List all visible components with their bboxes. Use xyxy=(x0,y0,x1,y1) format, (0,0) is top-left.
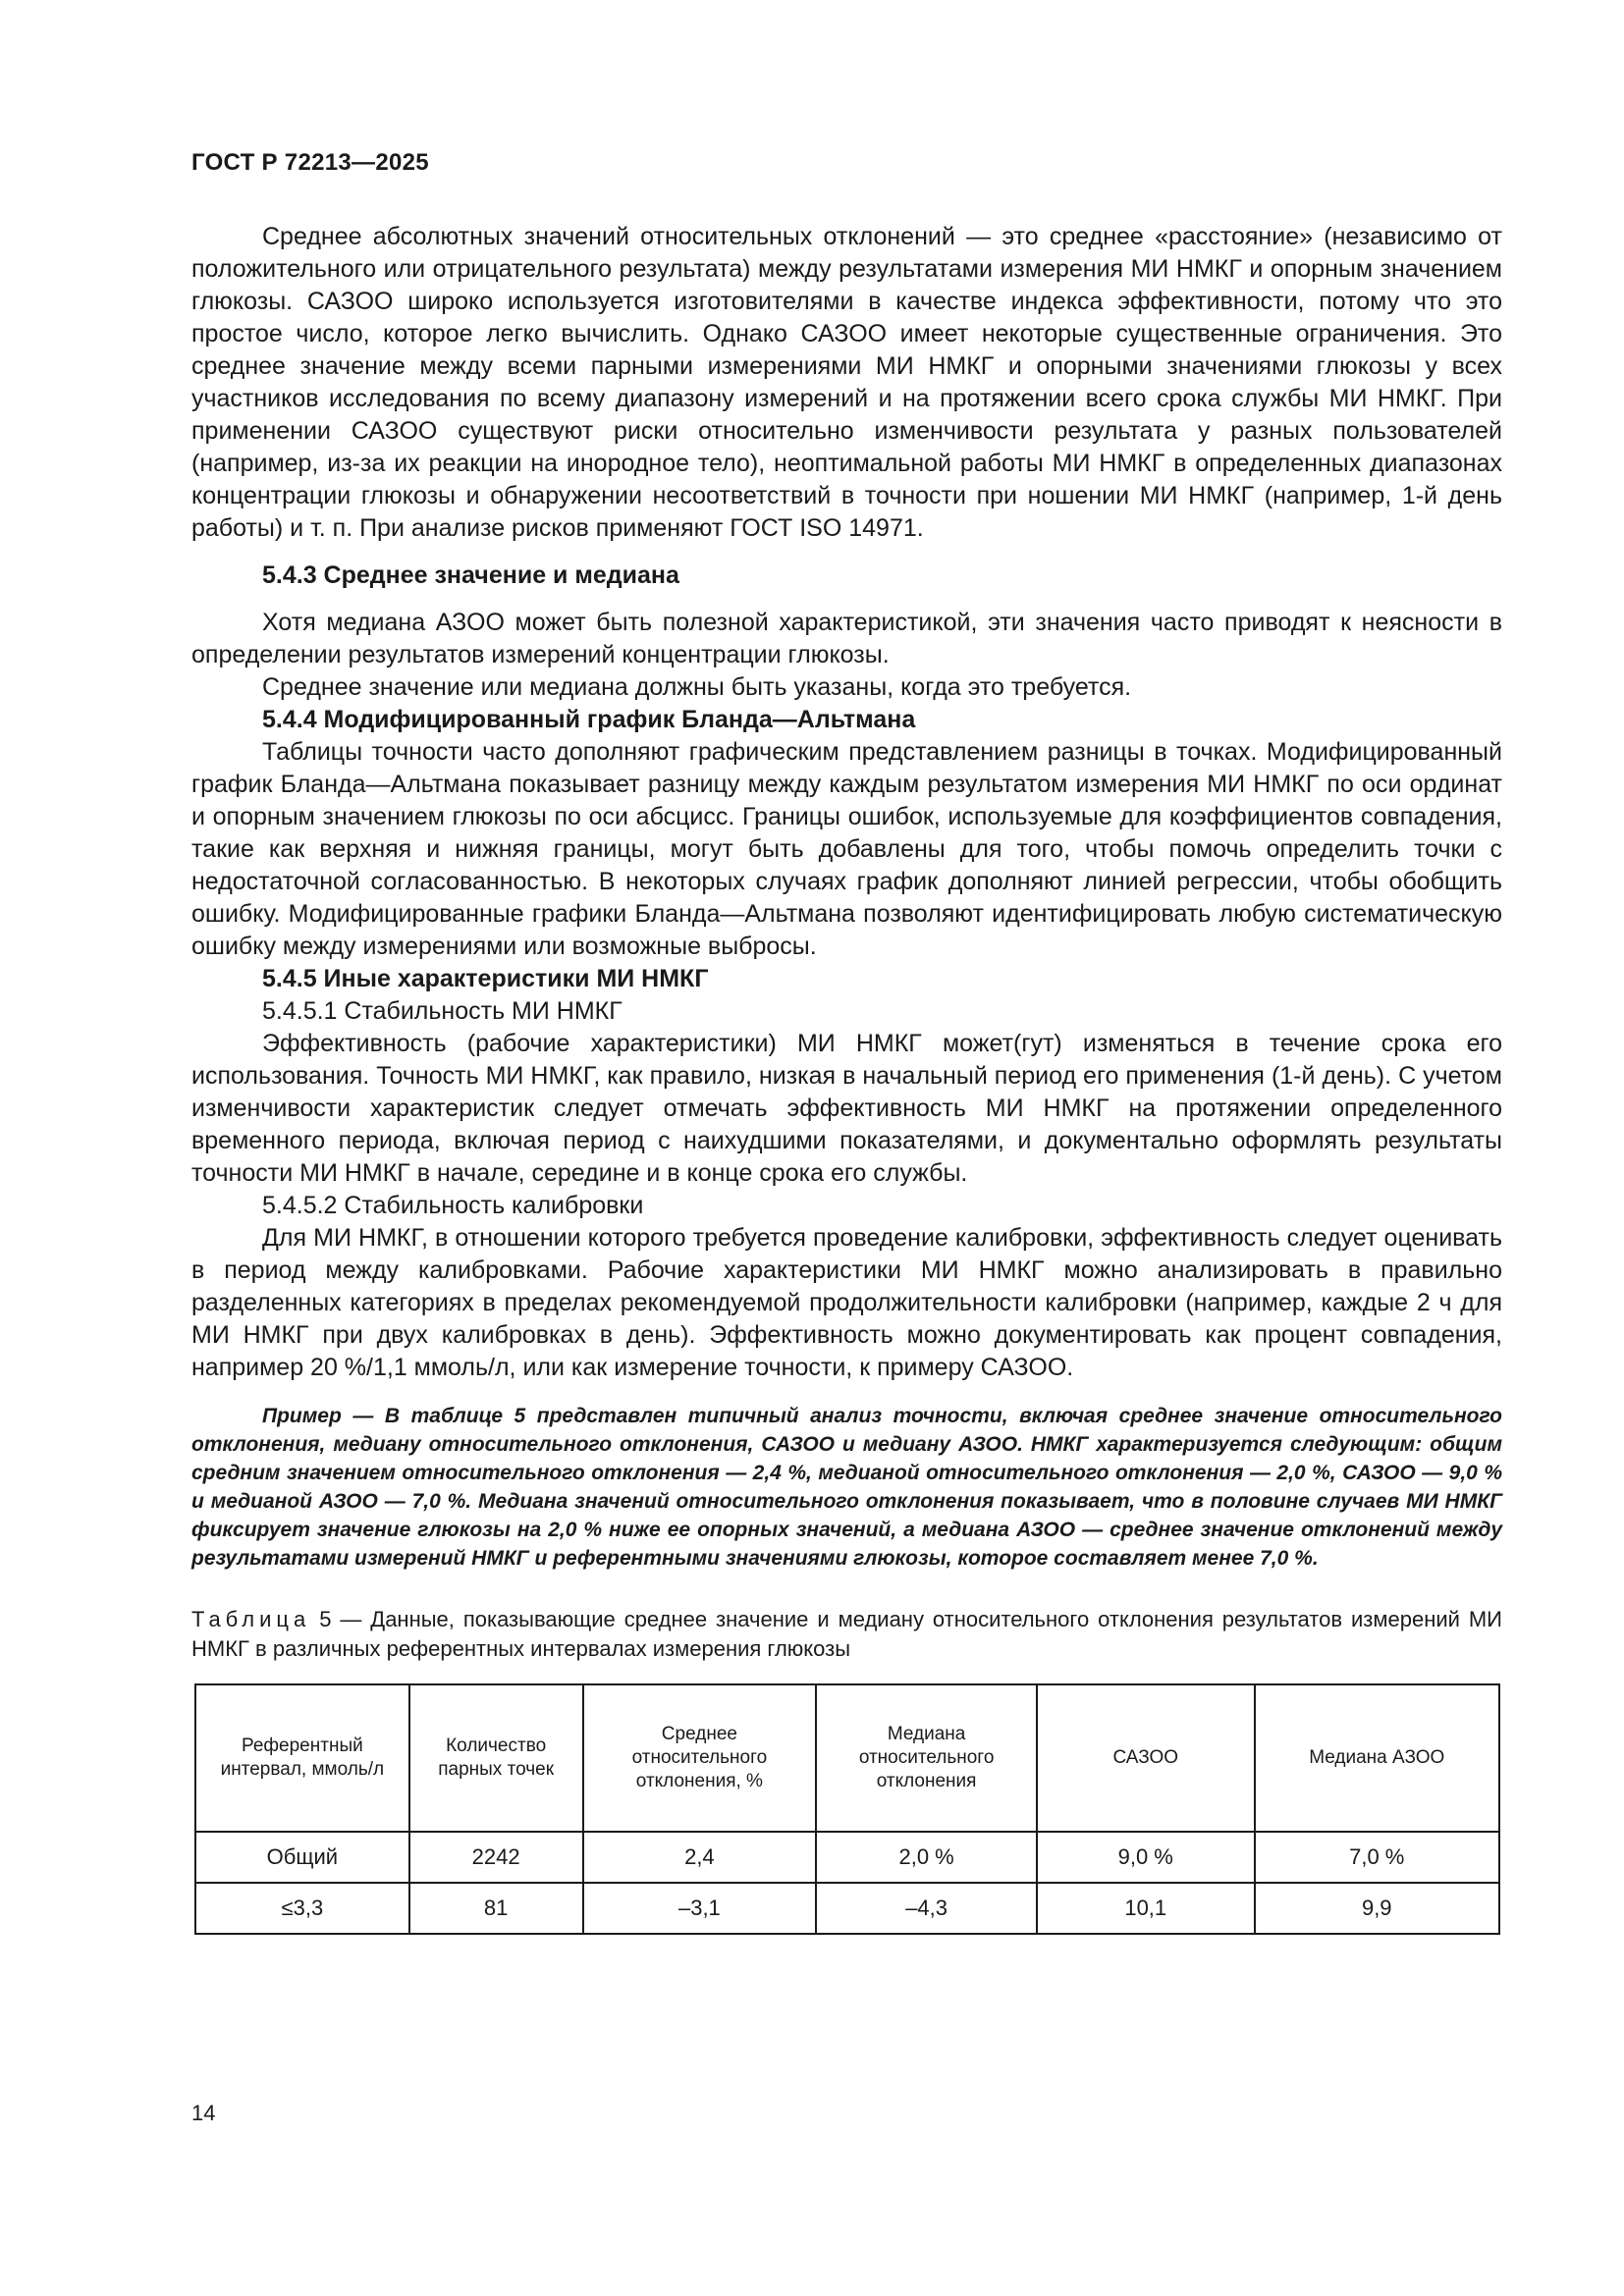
table-cell: 2,0 % xyxy=(816,1832,1037,1883)
subsection-heading-5-4-5-2: 5.4.5.2 Стабильность калибровки xyxy=(262,1192,644,1219)
table-header-cell: Среднее относительного отклонения, % xyxy=(583,1684,817,1832)
section-heading-5-4-5: 5.4.5 Иные характеристики МИ НМКГ xyxy=(262,965,709,992)
document-body xyxy=(191,221,1502,1935)
paragraph: Таблицы точности часто дополняют графическим представлением разницы в точках. Модифицированный график Бланда—Альтмана показывает разницу между каждым результатом измерения МИ НМКГ по оси ординат и опорным значением глюкозы по оси абсцисс. Границы ошибок, используемые для коэффициентов совпадения, такие как верхняя и нижняя границы, могут быть добавлены для того, чтобы помочь определить точки с недостаточной согласованностью. В некоторых случаях график дополняют линией регрессии, чтобы обобщить ошибку. Модифицированные графики Бланда—Альтмана позволяют идентифицировать любую систематическую ошибку между измерениями или возможные выбросы. xyxy=(191,738,1502,960)
table-cell: –4,3 xyxy=(816,1883,1037,1934)
table-header-cell: Медиана АЗОО xyxy=(1255,1684,1500,1832)
table-cell: Общий xyxy=(195,1832,409,1883)
table-cell: 9,9 xyxy=(1255,1883,1500,1934)
table-caption-text: 5 — Данные, показывающие среднее значение и медиану относительного отклонения результатов измерений МИ НМКГ в различных референтных интервалах измерения глюкозы xyxy=(191,1607,1502,1661)
table-cell: 2242 xyxy=(409,1832,583,1883)
paragraph: Среднее значение или медиана должны быть указаны, когда это требуется. xyxy=(262,673,1132,701)
section-heading-5-4-4: 5.4.4 Модифицированный график Бланда—Альтмана xyxy=(262,706,916,733)
data-table xyxy=(194,1683,1500,1935)
table-cell: 10,1 xyxy=(1037,1883,1255,1934)
table-cell: 7,0 % xyxy=(1255,1832,1500,1883)
document-header: ГОСТ Р 72213—2025 xyxy=(191,149,429,176)
table-caption-label: Таблица xyxy=(191,1607,311,1631)
table-cell: 81 xyxy=(409,1883,583,1934)
table-header-cell: Медиана относительного отклонения xyxy=(816,1684,1037,1832)
table-header-cell: САЗОО xyxy=(1037,1684,1255,1832)
section-heading-5-4-3: 5.4.3 Среднее значение и медиана xyxy=(262,561,679,589)
table-row xyxy=(195,1883,1499,1934)
table-header-cell: Референтный интервал, ммоль/л xyxy=(195,1684,409,1832)
example-note: Пример — В таблице 5 представлен типичный анализ точности, включая среднее значение относительного отклонения, медиану относительного отклонения, САЗОО и медиану АЗОО. НМКГ характеризуется следующим: общим средним значением относительного отклонения — 2,4 %, медианой относительного отклонения — 2,0 %, САЗОО — 9,0 % и медианой АЗОО — 7,0 %. Медиана значений относительного отклонения показывает, что в половине случаев МИ НМКГ фиксирует значение глюкозы на 2,0 % ниже ее опорных значений, а медиана АЗОО — среднее значение отклонений между результатами измерений НМКГ и референтными значениями глюкозы, которое составляет менее 7,0 %. xyxy=(191,1405,1502,1570)
page-number: 14 xyxy=(191,2101,216,2125)
paragraph: Для МИ НМКГ, в отношении которого требуется проведение калибровки, эффективность следует оценивать в период между калибровками. Рабочие характеристики МИ НМКГ можно анализировать в правильно разделенных категориях в пределах рекомендуемой продолжительности калибровки (например, каждые 2 ч для МИ НМКГ при двух калибровках в день). Эффективность можно документировать как процент совпадения, например 20 %/1,1 ммоль/л, или как измерение точности, к примеру САЗОО. xyxy=(191,1224,1502,1381)
subsection-heading-5-4-5-1: 5.4.5.1 Стабильность МИ НМКГ xyxy=(262,997,623,1025)
paragraph: Среднее абсолютных значений относительных отклонений — это среднее «расстояние» (независимо от положительного или отрицательного результата) между результатами измерения МИ НМКГ и опорным значением глюкозы. САЗОО широко используется изготовителями в качестве индекса эффективности, потому что это простое число, которое легко вычислить. Однако САЗОО имеет некоторые существенные ограничения. Это среднее значение между всеми парными измерениями МИ НМКГ и опорными значениями глюкозы у всех участников исследования по всему диапазону измерений и на протяжении всего срока службы МИ НМКГ. При применении САЗОО существуют риски относительно изменчивости результата у разных пользователей (например, из-за их реакции на инородное тело), неоптимальной работы МИ НМКГ в определенных диапазонах концентрации глюкозы и обнаружении несоответствий в точности при ношении МИ НМКГ (например, 1-й день работы) и т. п. При анализе рисков применяют ГОСТ ISO 14971. xyxy=(191,223,1502,542)
paragraph: Хотя медиана АЗОО может быть полезной характеристикой, эти значения часто приводят к неясности в определении результатов измерений концентрации глюкозы. xyxy=(191,609,1502,668)
paragraph: Эффективность (рабочие характеристики) МИ НМКГ может(гут) изменяться в течение срока его использования. Точность МИ НМКГ, как правило, низкая в начальный период его применения (1-й день). С учетом изменчивости характеристик следует отмечать эффективность МИ НМКГ на протяжении определенного временного периода, включая период с наихудшими показателями, и документально оформлять результаты точности МИ НМКГ в начале, середине и в конце срока его службы. xyxy=(191,1030,1502,1187)
table-header-row xyxy=(195,1684,1499,1832)
table-header-cell: Количество парных точек xyxy=(409,1684,583,1832)
table-cell: ≤3,3 xyxy=(195,1883,409,1934)
table-caption xyxy=(191,1605,1502,1664)
table-row xyxy=(195,1832,1499,1883)
table-cell: 2,4 xyxy=(583,1832,817,1883)
table-cell: –3,1 xyxy=(583,1883,817,1934)
table-cell: 9,0 % xyxy=(1037,1832,1255,1883)
